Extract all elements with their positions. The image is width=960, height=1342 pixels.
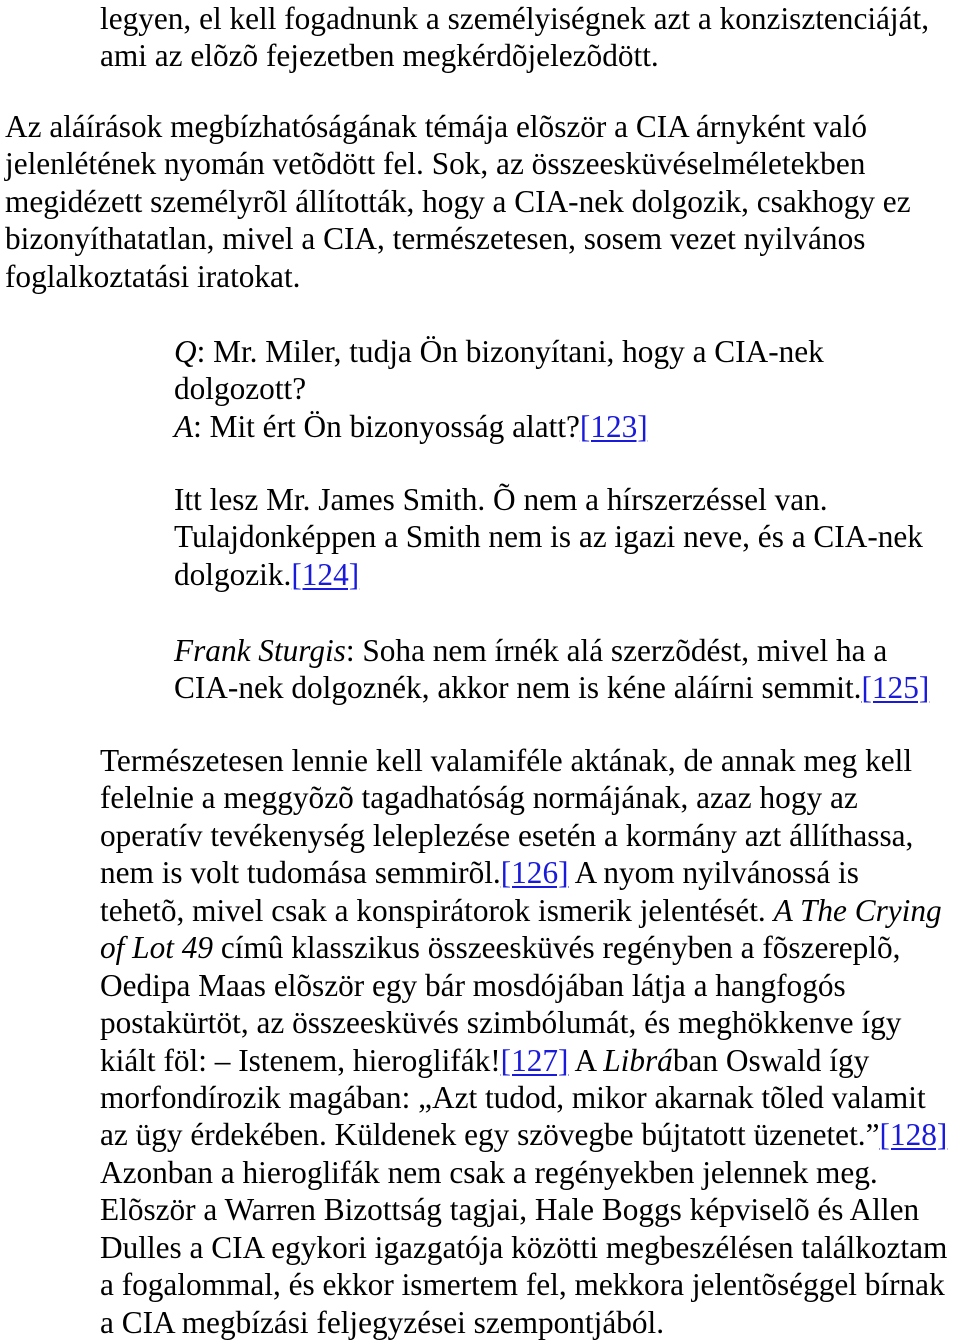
text-line: Itt lesz Mr. James Smith. Õ nem a hírszerzéssel van.: [174, 482, 828, 517]
text-line: Az aláírások megbízhatóságának témája elõször a CIA árnyként való: [5, 109, 868, 144]
book-title: of Lot 49: [100, 930, 214, 966]
text-line: felelnie a meggyõzõ tagadhatóság normájának, azaz hogy az: [100, 780, 858, 816]
text-line: megidézett személyrõl állították, hogy a CIA-nek dolgozik, csakhogy ez: [5, 183, 911, 219]
text-line: morfondírozik magában: „Azt tudod, mikor akarnak tõled valamit: [100, 1079, 926, 1115]
interview-quote: [174, 333, 956, 445]
paragraph-text: A: [568, 1042, 604, 1078]
text-line: [174, 556, 956, 593]
paragraph-text: ban Oswald így: [672, 1042, 870, 1078]
quote-text: : Soha nem írnék alá szerzõdést, mivel ha a: [345, 633, 888, 668]
paragraph-text: kiált föl: – Istenem, hieroglifák!: [100, 1042, 501, 1078]
speaker-label: Q: [174, 334, 197, 369]
main-paragraph: [100, 742, 956, 1341]
question-line: [174, 333, 956, 370]
sturgis-quote: [174, 632, 956, 707]
text-line: [100, 1042, 956, 1079]
paragraph-text: nem is volt tudomása semmirõl.: [100, 855, 501, 891]
text-line: [174, 632, 956, 669]
text-line: Oedipa Maas elõször egy bár mosdójában látja a hangfogós: [100, 967, 846, 1003]
paragraph-text: A nyom nyilvánossá is: [568, 855, 859, 891]
speaker-label: Frank Sturgis: [174, 633, 346, 668]
text-line: jelenlétének nyomán vetõdött fel. Sok, az összeesküvéselméletekben: [5, 146, 866, 182]
text-line: bizonyíthatatlan, mivel a CIA, természetesen, sosem vezet nyilvános: [5, 221, 866, 257]
footnote-link-126[interactable]: [126]: [500, 855, 569, 891]
speaker-label: A: [174, 408, 194, 444]
text-line: [100, 929, 956, 966]
text-line: Dulles a CIA egykori igazgatója közötti megbeszélésen találkoztam: [100, 1229, 948, 1265]
text-line: operatív tevékenység leleplezése esetén a kormány azt állíthassa,: [100, 817, 914, 853]
continuation-paragraph: [100, 0, 956, 75]
text-line: [100, 854, 956, 891]
paragraph-text: az ügy érdekében. Küldenek egy szövegbe bújtatott üzenetet.”: [100, 1117, 880, 1153]
answer-line: [174, 408, 956, 445]
footnote-link-125[interactable]: [125]: [861, 670, 930, 706]
book-title: Librá: [603, 1042, 673, 1078]
footnote-link-128[interactable]: [128]: [879, 1117, 948, 1153]
text-line: a fogalommal, és ekkor ismertem fel, mekkora jelentõséggel bírnak: [100, 1267, 945, 1303]
text-line: a CIA megbízási feljegyzései szempontjából.: [100, 1304, 665, 1340]
text-line: Természetesen lennie kell valamiféle aktának, de annak meg kell: [100, 743, 913, 778]
text-line: Azonban a hieroglifák nem csak a regényekben jelennek meg.: [100, 1154, 878, 1190]
text-line: [100, 892, 956, 929]
text-line: [174, 669, 956, 706]
paragraph-text: tehetõ, mivel csak a konspirátorok ismerik jelentését.: [100, 892, 774, 928]
footnote-link-124[interactable]: [124]: [291, 556, 360, 592]
text-line: [100, 1116, 956, 1153]
quote-text: dolgozik.: [174, 556, 292, 592]
book-title: A The Crying: [773, 892, 942, 928]
text-line: foglalkoztatási iratokat.: [5, 258, 301, 294]
answer-text: : Mit ért Ön bizonyosság alatt?: [193, 408, 580, 444]
text-line: dolgozott?: [174, 371, 307, 407]
text-line: legyen, el kell fogadnunk a személyiségnek azt a konzisztenciáját,: [100, 1, 930, 36]
text-line: postakürtöt, az összeesküvés szimbólumát, és meghökkenve így: [100, 1005, 902, 1041]
text-line: Tulajdonképpen a Smith nem is az igazi neve, és a CIA-nek: [174, 519, 923, 555]
quote-text: CIA-nek dolgoznék, akkor nem is kéne aláírni semmit.: [174, 670, 862, 706]
paragraph-text: címû klasszikus összeesküvés regényben a fõszereplõ,: [213, 930, 901, 966]
footnote-link-127[interactable]: [127]: [500, 1042, 569, 1078]
cia-paragraph: [5, 108, 956, 295]
text-line: ami az elõzõ fejezetben megkérdõjelezõdött.: [100, 38, 659, 74]
text-line: Elõször a Warren Bizottság tagjai, Hale Boggs képviselõ és Allen: [100, 1192, 920, 1228]
smith-quote: [174, 481, 956, 593]
footnote-link-123[interactable]: [123]: [579, 408, 648, 444]
question-text: : Mr. Miler, tudja Ön bizonyítani, hogy a CIA-nek: [196, 334, 824, 369]
